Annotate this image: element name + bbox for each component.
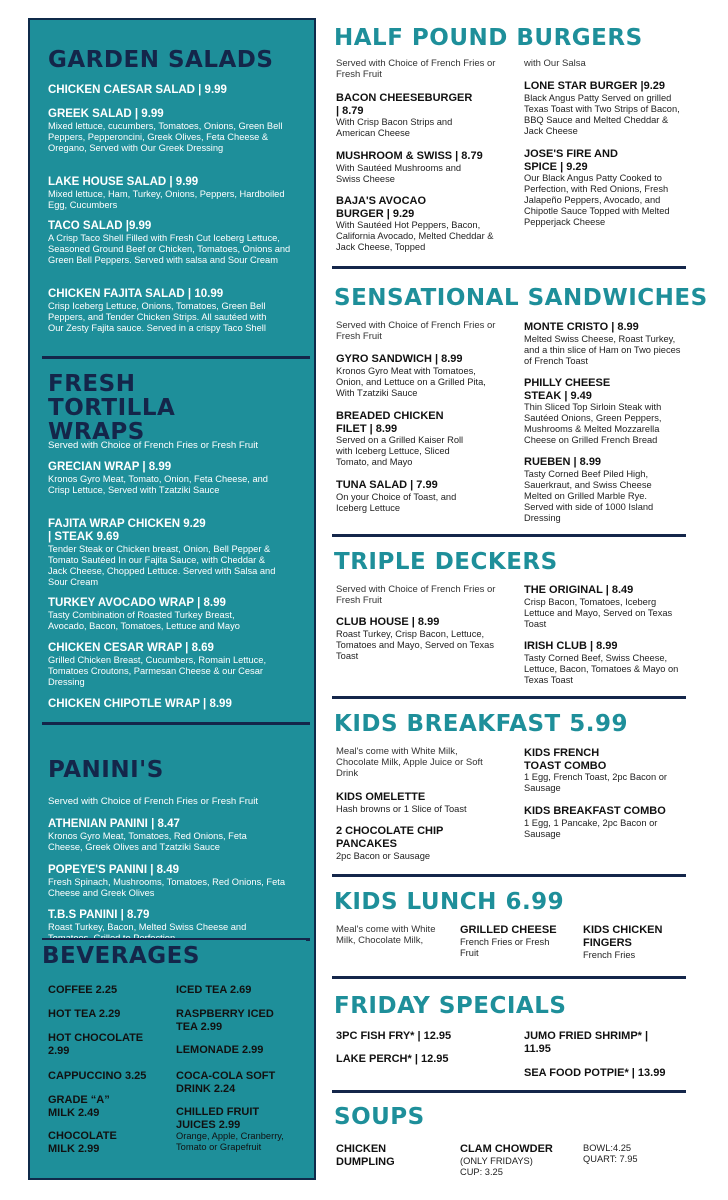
menu-item-desc: Mixed lettuce, cucumbers, Tomatoes, Onions, Green Bell Peppers, Pepperoncini, Greek Olives, Feta Cheese & Oregano, Served with Our Greek Dressing (48, 121, 283, 153)
menu-item-desc: On your Choice of Toast, and Iceberg Lettuce (336, 492, 457, 513)
menu-item-title: CHICKEN DUMPLING (336, 1143, 395, 1168)
section-subtitle: Served with Choice of French Fries or Fresh Fruit (336, 584, 496, 607)
soup-price: QUART: 7.95 (583, 1154, 638, 1164)
menu-item-title: THE ORIGINAL | 8.49 (524, 584, 634, 596)
menu-item-desc: A Crisp Taco Shell Filled with Fresh Cut Iceberg Lettuce, Seasoned Ground Beef or Chicken, Tomatoes, Onions and Green Bell Peppers. Served with salsa and Sour Cream (48, 233, 291, 265)
menu-item-desc: French Fries (583, 950, 636, 960)
beverage-item: COFFEE 2.25 (48, 984, 118, 996)
menu-item-desc: With Sautéed Hot Peppers, Bacon, California Avocado, Melted Cheddar & Jack Cheese, Topped (336, 220, 494, 252)
section-subtitle: Served with Choice of French Fries or Fresh Fruit (336, 320, 496, 343)
soups-title: SOUPS (334, 1104, 425, 1130)
menu-item-desc: 1 Egg, 1 Pancake, 2pc Bacon or Sausage (524, 818, 658, 839)
beverages-box (40, 940, 306, 1172)
soup-price: CUP: 3.25 (460, 1167, 503, 1177)
kids-breakfast-title: KIDS BREAKFAST 5.99 (334, 711, 629, 737)
menu-item-desc: Kronos Gyro Meat with Tomatoes, Onion, and Lettuce on a Grilled Pita, With Tzatziki Sauce (336, 366, 486, 398)
menu-item-title: CLAM CHOWDER (460, 1143, 553, 1155)
section-subtitle: Served with Choice of French Fries or Fresh Fruit (336, 58, 496, 81)
menu-item-desc: Crisp Iceberg Lettuce, Onions, Tomatoes, Green Bell Peppers, and Tender Chicken Strips. All sautéed with Our Zesty Fajita sauce. Served in a crispy Taco Shell (48, 301, 267, 333)
menu-item-desc: Tasty Corned Beef Piled High, Sauerkraut, and Swiss Cheese Melted on Grilled Marble Rye. Served with side of 1000 Island Dressing (524, 469, 654, 523)
menu-item-title: LAKE PERCH* | 12.95 (336, 1053, 449, 1065)
salsa-note: with Our Salsa (524, 58, 586, 69)
menu-item-desc: Our Black Angus Patty Cooked to Perfection, with Red Onions, Fresh Jalapeño Peppers, Avocado, and Chipotle Sauce Topped with Melted Pepperjack Cheese (524, 173, 670, 227)
menu-item-desc: 1 Egg, French Toast, 2pc Bacon or Sausage (524, 772, 667, 793)
menu-item-desc: Melted Swiss Cheese, Roast Turkey, and a thin slice of Ham on Two pieces of French Toast (524, 334, 681, 366)
menu-item-title: TACO SALAD |9.99 (48, 220, 152, 232)
menu-item-title: CLUB HOUSE | 8.99 (336, 616, 440, 628)
beverage-item: CHOCOLATE MILK 2.99 (48, 1130, 117, 1155)
burgers-title: HALF POUND BURGERS (334, 25, 643, 51)
beverages-title: BEVERAGES (42, 943, 200, 969)
sandwiches-title: SENSATIONAL SANDWICHES (334, 285, 708, 311)
menu-item-title: ATHENIAN PANINI | 8.47 (48, 818, 180, 830)
triple-deckers-title: TRIPLE DECKERS (334, 549, 558, 575)
friday-specials-title: FRIDAY SPECIALS (334, 993, 567, 1019)
menu-item-title: KIDS BREAKFAST COMBO (524, 805, 666, 817)
menu-item-desc: Roast Turkey, Crisp Bacon, Lettuce, Tomatoes and Mayo, Served on Texas Toast (336, 629, 494, 661)
menu-item-title: CHICKEN CESAR WRAP | 8.69 (48, 642, 214, 654)
menu-item-desc: Grilled Chicken Breast, Cucumbers, Romain Lettuce, Tomatoes Croutons, Parmesan Cheese & our Cesar Dressing (48, 655, 267, 687)
beverage-item: CAPPUCCINO 3.25 (48, 1070, 147, 1082)
menu-item-title: RUEBEN | 8.99 (524, 456, 602, 468)
section-divider (332, 976, 686, 979)
menu-item-desc: Black Angus Patty Served on grilled Texas Toast with Two Strips of Bacon, BBQ Sauce and Melted Cheddar & Jack Cheese (524, 93, 680, 136)
menu-item-title: KIDS FRENCH TOAST COMBO (524, 747, 607, 772)
menu-item-desc: Thin Sliced Top Sirloin Steak with Sautéed Onions, Green Peppers, Mushrooms & Melted Mozzarella Cheese on Grilled French Bread (524, 402, 662, 445)
menu-item-desc: With Sautéed Mushrooms and Swiss Cheese (336, 163, 462, 184)
menu-item-title: JOSE'S FIRE AND SPICE | 9.29 (524, 148, 618, 173)
soup-note: (ONLY FRIDAYS) (460, 1156, 533, 1166)
menu-item-title: GRECIAN WRAP | 8.99 (48, 461, 172, 473)
menu-item-title: GYRO SANDWICH | 8.99 (336, 353, 463, 365)
menu-item-title: KIDS OMELETTE (336, 791, 426, 803)
section-divider (332, 874, 686, 877)
garden-salads-title: GARDEN SALADS (48, 47, 274, 73)
section-divider (42, 722, 310, 725)
menu-item-title: 2 CHOCOLATE CHIP PANCAKES (336, 825, 444, 850)
juices-desc: Orange, Apple, Cranberry, Tomato or Grapefruit (176, 1131, 284, 1152)
menu-item-title: SEA FOOD POTPIE* | 13.99 (524, 1067, 666, 1079)
menu-item-desc: Tender Steak or Chicken breast, Onion, Bell Pepper & Tomato Sautéed In our Fajita Sauce, with Cheddar & Jack Cheese, Chopped Lettuce. Served with Salsa and Sour Cream (48, 544, 276, 587)
menu-item-desc: Mixed lettuce, Ham, Turkey, Onions, Peppers, Hardboiled Egg, Cucumbers (48, 189, 285, 210)
section-subtitle: Meal's come with White Milk, Chocolate Milk, Apple Juice or Soft Drink (336, 746, 483, 780)
menu-item-title: 3PC FISH FRY* | 12.95 (336, 1030, 452, 1042)
beverage-item: ICED TEA 2.69 (176, 984, 252, 996)
menu-item-title: LONE STAR BURGER |9.29 (524, 80, 666, 92)
menu-item-title: CHICKEN CAESAR SALAD | 9.99 (48, 84, 227, 96)
beverage-item: GRADE “A” MILK 2.49 (48, 1094, 110, 1119)
menu-item-title: TUNA SALAD | 7.99 (336, 479, 438, 491)
menu-item-title: TURKEY AVOCADO WRAP | 8.99 (48, 597, 226, 609)
paninis-title: PANINI'S (48, 757, 164, 783)
menu-item-title: IRISH CLUB | 8.99 (524, 640, 618, 652)
menu-item-title: JUMO FRIED SHRIMP* | 11.95 (524, 1030, 649, 1055)
menu-item-title: POPEYE'S PANINI | 8.49 (48, 864, 180, 876)
beverage-item: HOT TEA 2.29 (48, 1008, 121, 1020)
menu-item-title: BACON CHEESEBURGER | 8.79 (336, 92, 473, 117)
beverage-item: COCA-COLA SOFT DRINK 2.24 (176, 1070, 276, 1095)
menu-item-desc: Crisp Bacon, Tomatoes, Iceberg Lettuce and Mayo, Served on Texas Toast (524, 597, 673, 629)
menu-item-desc: With Crisp Bacon Strips and American Cheese (336, 117, 453, 138)
menu-item-desc: 2pc Bacon or Sausage (336, 851, 431, 861)
menu-item-title: KIDS CHICKEN FINGERS (583, 924, 663, 949)
section-divider (332, 534, 686, 537)
kids-lunch-title: KIDS LUNCH 6.99 (334, 889, 565, 915)
soup-price: BOWL:4.25 (583, 1143, 632, 1153)
menu-item-title: GREEK SALAD | 9.99 (48, 108, 164, 120)
section-subtitle: Served with Choice of French Fries or Fresh Fruit (48, 440, 259, 451)
menu-item-desc: Tasty Corned Beef, Swiss Cheese, Lettuce, Bacon, Tomatoes & Mayo on Texas Toast (524, 653, 679, 685)
menu-item-title: BREADED CHICKEN FILET | 8.99 (336, 410, 444, 435)
menu-item-desc: Kronos Gyro Meat, Tomatoes, Red Onions, Feta Cheese, Greek Olives and Tzatziki Sauce (48, 831, 247, 852)
section-divider (332, 1090, 686, 1093)
menu-item-desc: Served on a Grilled Kaiser Roll with Iceberg Lettuce, Sliced Tomato, and Mayo (336, 435, 464, 467)
menu-item-desc: Kronos Gyro Meat, Tomato, Onion, Feta Cheese, and Crisp Lettuce, Served with Tzatziki Sauce (48, 474, 268, 495)
menu-item-title: LAKE HOUSE SALAD | 9.99 (48, 176, 199, 188)
menu-item-title: CHICKEN FAJITA SALAD | 10.99 (48, 288, 224, 300)
menu-item-desc: Tasty Combination of Roasted Turkey Breast, Avocado, Bacon, Tomatoes, Lettuce and Mayo (48, 610, 240, 631)
menu-item-title: GRILLED CHEESE (460, 924, 557, 936)
beverage-item: RASPBERRY ICED TEA 2.99 (176, 1008, 274, 1033)
menu-item-desc: French Fries or Fresh Fruit (460, 937, 550, 958)
menu-item-desc: Fresh Spinach, Mushrooms, Tomatoes, Red Onions, Feta Cheese and Greek Olives (48, 877, 286, 898)
section-divider (332, 696, 686, 699)
menu-item-desc: Hash browns or 1 Slice of Toast (336, 804, 467, 814)
wraps-title: FRESH TORTILLA WRAPS (48, 371, 176, 446)
menu-item-title: FAJITA WRAP CHICKEN 9.29 | STEAK 9.69 (48, 518, 206, 544)
menu-item-title: BAJA'S AVOCAO BURGER | 9.29 (336, 195, 427, 220)
menu-item-desc: Roast Turkey, Bacon, Melted Swiss Cheese and (48, 922, 247, 932)
beverage-item: LEMONADE 2.99 (176, 1044, 264, 1056)
section-subtitle: Meal's come with White Milk, Chocolate Milk, (336, 924, 436, 947)
menu-item-title: PHILLY CHEESE STEAK | 9.49 (524, 377, 611, 402)
menu-item-title: MUSHROOM & SWISS | 8.79 (336, 150, 483, 162)
menu-item-title: CHICKEN CHIPOTLE WRAP | 8.99 (48, 698, 232, 710)
section-divider (332, 266, 686, 269)
beverage-item: HOT CHOCOLATE 2.99 (48, 1032, 144, 1057)
menu-item-title: T.B.S PANINI | 8.79 (48, 909, 150, 921)
beverage-item: CHILLED FRUIT JUICES 2.99 (176, 1106, 260, 1131)
menu-item-title: MONTE CRISTO | 8.99 (524, 321, 639, 333)
section-subtitle: Served with Choice of French Fries or Fresh Fruit (48, 796, 259, 807)
section-divider (42, 356, 310, 359)
